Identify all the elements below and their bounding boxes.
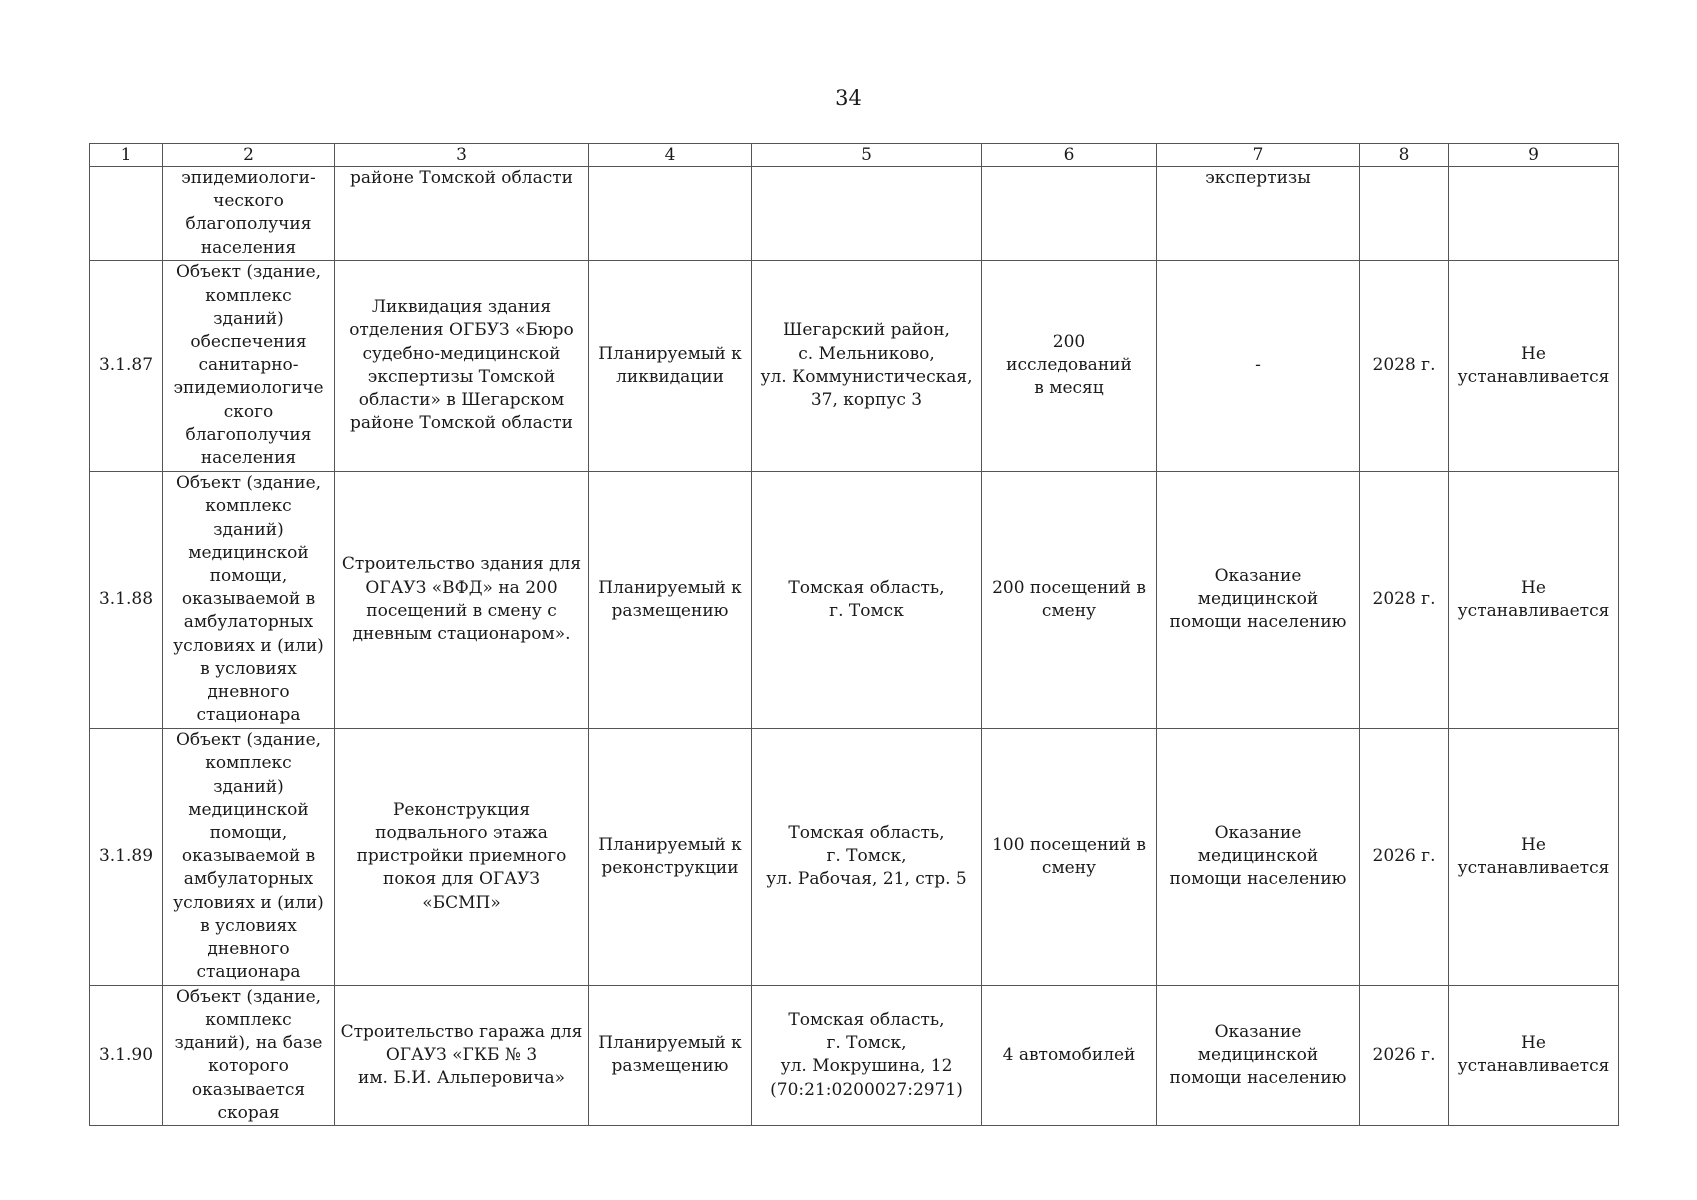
cell-zone: Не устанавливается xyxy=(1449,728,1619,985)
cell-object-type: Объект (здание, комплекс зданий) медицинской помощи, оказываемой в амбулаторных условиях и (или) в условиях дневного стационара xyxy=(163,728,335,985)
column-header: 5 xyxy=(752,144,982,167)
cell-object-type: Объект (здание, комплекс зданий) обеспечения санитарно- эпидемиологиче ского благополучия населения xyxy=(163,260,335,471)
column-number-row xyxy=(90,144,1619,167)
cell-status xyxy=(589,167,752,261)
table-row xyxy=(90,260,1619,471)
cell-year: 2028 г. xyxy=(1360,471,1449,728)
cell-purpose: Оказание медицинской помощи населению xyxy=(1157,728,1360,985)
cell-object-name: Строительство гаража для ОГАУЗ «ГКБ № 3 им. Б.И. Альперовича» xyxy=(335,985,589,1125)
cell-num: 3.1.90 xyxy=(90,985,163,1125)
table-row xyxy=(90,985,1619,1125)
cell-location: Томская область, г. Томск, ул. Мокрушина, 12 (70:21:0200027:2971) xyxy=(752,985,982,1125)
cell-year xyxy=(1360,167,1449,261)
cell-status: Планируемый к размещению xyxy=(589,471,752,728)
cell-zone: Не устанавливается xyxy=(1449,260,1619,471)
cell-zone: Не устанавливается xyxy=(1449,985,1619,1125)
table-row-continuation xyxy=(90,167,1619,261)
cell-purpose: Оказание медицинской помощи населению xyxy=(1157,985,1360,1125)
cell-year: 2026 г. xyxy=(1360,728,1449,985)
column-header: 2 xyxy=(163,144,335,167)
cell-location xyxy=(752,167,982,261)
cell-object-name: Ликвидация здания отделения ОГБУЗ «Бюро судебно-медицинской экспертизы Томской области» в Шегарском районе Томской области xyxy=(335,260,589,471)
cell-zone xyxy=(1449,167,1619,261)
cell-capacity xyxy=(982,167,1157,261)
objects-table xyxy=(89,143,1619,1126)
cell-location: Шегарский район, с. Мельниково, ул. Коммунистическая, 37, корпус 3 xyxy=(752,260,982,471)
column-header: 4 xyxy=(589,144,752,167)
cell-status: Планируемый к реконструкции xyxy=(589,728,752,985)
cell-capacity: 4 автомобилей xyxy=(982,985,1157,1125)
cell-object-type: эпидемиологи- ческого благополучия населения xyxy=(163,167,335,261)
cell-object-type: Объект (здание, комплекс зданий), на базе которого оказывается скорая xyxy=(163,985,335,1125)
column-header: 8 xyxy=(1360,144,1449,167)
cell-num: 3.1.87 xyxy=(90,260,163,471)
cell-capacity: 200 посещений в смену xyxy=(982,471,1157,728)
cell-purpose: Оказание медицинской помощи населению xyxy=(1157,471,1360,728)
page-number: 34 xyxy=(835,86,862,110)
column-header: 7 xyxy=(1157,144,1360,167)
cell-num: 3.1.88 xyxy=(90,471,163,728)
cell-location: Томская область, г. Томск xyxy=(752,471,982,728)
column-header: 6 xyxy=(982,144,1157,167)
cell-purpose: - xyxy=(1157,260,1360,471)
cell-object-name: районе Томской области xyxy=(335,167,589,261)
cell-num xyxy=(90,167,163,261)
column-header: 9 xyxy=(1449,144,1619,167)
cell-status: Планируемый к размещению xyxy=(589,985,752,1125)
cell-year: 2028 г. xyxy=(1360,260,1449,471)
cell-purpose: экспертизы xyxy=(1157,167,1360,261)
cell-object-name: Строительство здания для ОГАУЗ «ВФД» на 200 посещений в смену с дневным стационаром». xyxy=(335,471,589,728)
table-row xyxy=(90,728,1619,985)
cell-capacity: 200 исследований в месяц xyxy=(982,260,1157,471)
cell-status: Планируемый к ликвидации xyxy=(589,260,752,471)
cell-zone: Не устанавливается xyxy=(1449,471,1619,728)
cell-object-name: Реконструкция подвального этажа пристройки приемного покоя для ОГАУЗ «БСМП» xyxy=(335,728,589,985)
cell-object-type: Объект (здание, комплекс зданий) медицинской помощи, оказываемой в амбулаторных условиях и (или) в условиях дневного стационара xyxy=(163,471,335,728)
cell-location: Томская область, г. Томск, ул. Рабочая, 21, стр. 5 xyxy=(752,728,982,985)
cell-year: 2026 г. xyxy=(1360,985,1449,1125)
table-row xyxy=(90,471,1619,728)
column-header: 1 xyxy=(90,144,163,167)
cell-num: 3.1.89 xyxy=(90,728,163,985)
column-header: 3 xyxy=(335,144,589,167)
cell-capacity: 100 посещений в смену xyxy=(982,728,1157,985)
